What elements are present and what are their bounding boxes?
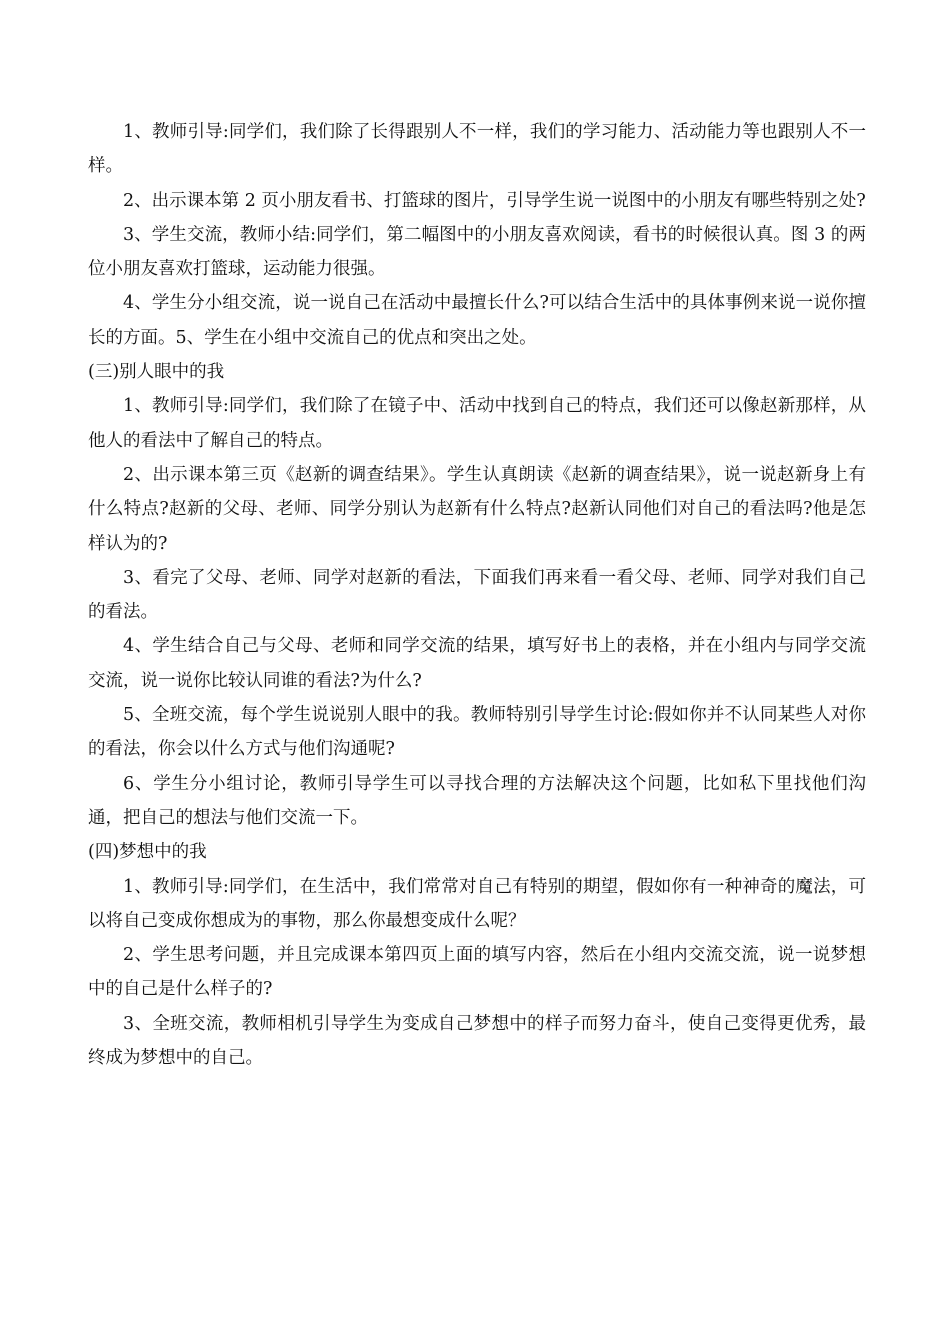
paragraph-7: 3、看完了父母、老师、同学对赵新的看法，下面我们再来看一看父母、老师、同学对我们自己的看法。 bbox=[88, 567, 866, 623]
paragraph-13: 3、全班交流，教师相机引导学生为变成自己梦想中的样子而努力奋斗，使自己变得更优秀，最终成为梦想中的自己。 bbox=[88, 1013, 866, 1069]
paragraph-9: 5、全班交流，每个学生说说别人眼中的我。教师特别引导学生讨论:假如你并不认同某些人对你的看法，你会以什么方式与他们沟通呢? bbox=[88, 705, 866, 760]
paragraph-1: 1、教师引导:同学们，我们除了长得跟别人不一样，我们的学习能力、活动能力等也跟别人不一样。 bbox=[88, 122, 866, 177]
paragraph-3: 3、学生交流，教师小结:同学们，第二幅图中的小朋友喜欢阅读，看书的时候很认真。图 3 的两位小朋友喜欢打篮球，运动能力很强。 bbox=[88, 224, 866, 280]
section-heading-3: (三)别人眼中的我 bbox=[88, 362, 225, 383]
section-heading-4: (四)梦想中的我 bbox=[88, 842, 207, 863]
paragraph-10: 6、学生分小组讨论，教师引导学生可以寻找合理的方法解决这个问题，比如私下里找他们沟通，把自己的想法与他们交流一下。 bbox=[88, 773, 866, 828]
paragraph-12: 2、学生思考问题，并且完成课本第四页上面的填写内容，然后在小组内交流交流，说一说梦想中的自己是什么样子的? bbox=[88, 945, 866, 1000]
paragraph-5: 1、教师引导:同学们，我们除了在镜子中、活动中找到自己的特点，我们还可以像赵新那样，从他人的看法中了解自己的特点。 bbox=[88, 396, 866, 451]
paragraph-11: 1、教师引导:同学们，在生活中，我们常常对自己有特别的期望，假如你有一种神奇的魔法，可以将自己变成你想成为的事物，那么你最想变成什么呢？ bbox=[88, 876, 866, 931]
paragraph-6: 2、出示课本第三页《赵新的调查结果》。学生认真朗读《赵新的调查结果》，说一说赵新身上有什么特点?赵新的父母、老师、同学分别认为赵新有什么特点?赵新认同他们对自己的看法吗?他是怎样认为的? bbox=[88, 464, 866, 554]
paragraph-8: 4、学生结合自己与父母、老师和同学交流的结果，填写好书上的表格，并在小组内与同学交流交流，说一说你比较认同谁的看法?为什么? bbox=[88, 636, 866, 691]
paragraph-4: 4、学生分小组交流，说一说自己在活动中最擅长什么?可以结合生活中的具体事例来说一说你擅长的方面。5、学生在小组中交流自己的优点和突出之处。 bbox=[88, 293, 866, 348]
document-page bbox=[88, 115, 866, 1075]
paragraph-2: 2、出示课本第 2 页小朋友看书、打篮球的图片，引导学生说一说图中的小朋友有哪些特别之处? bbox=[123, 190, 866, 211]
